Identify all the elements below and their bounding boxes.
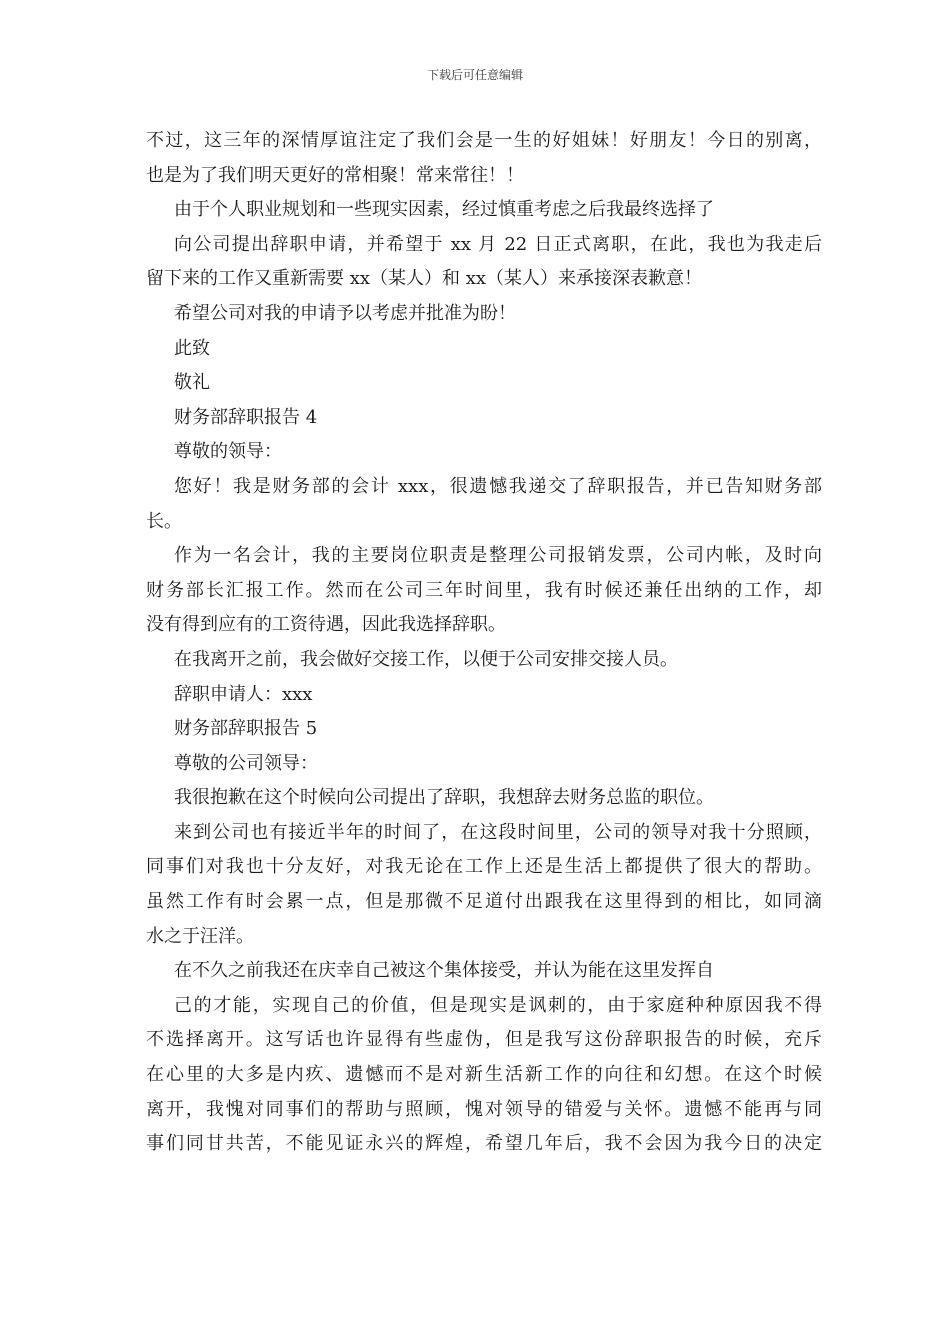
page-header: 下载后可任意编辑 (426, 68, 523, 82)
text-line: 在不久之前我还在庆幸自己被这个集体接受，并认为能在这里发挥自 (174, 960, 714, 982)
text-line: 同事们对我也十分友好，对我无论在工作上还是生活上都提供了很大的帮助。 (146, 856, 822, 878)
text-line: 来到公司也有接近半年的时间了，在这段时间里，公司的领导对我十分照顾， (174, 821, 822, 843)
text-line: 财务部辞职报告 5 (174, 718, 318, 740)
text-line: 己的才能，实现自己的价值，但是现实是讽刺的，由于家庭种种原因我不得 (174, 994, 822, 1016)
text-line: 辞职申请人：xxx (174, 683, 313, 705)
text-line: 财务部辞职报告 4 (174, 406, 318, 428)
text-line: 此致 (174, 337, 210, 359)
text-line: 事们同甘共苦，不能见证永兴的辉煌，希望几年后，我不会因为我今日的决定 (146, 1133, 822, 1155)
document-body (146, 124, 822, 1162)
text-line: 离开，我愧对同事们的帮助与照顾，愧对领导的错爱与关怀。遗憾不能再与同 (146, 1098, 822, 1120)
text-line: 向公司提出辞职申请，并希望于 xx 月 22 日正式离职，在此，我也为我走后 (174, 233, 822, 255)
text-line: 希望公司对我的申请予以考虑并批准为盼！ (174, 302, 516, 324)
text-line: 由于个人职业规划和一些现实因素，经过慎重考虑之后我最终选择了 (174, 199, 714, 221)
text-line: 在我离开之前，我会做好交接工作，以便于公司安排交接人员。 (174, 648, 678, 670)
text-line: 尊敬的公司领导： (174, 752, 318, 774)
text-line: 留下来的工作又重新需要 xx（某人）和 xx（某人）来承接深表歉意！ (146, 268, 703, 290)
text-line: 在心里的大多是内疚、遗憾而不是对新生活新工作的向往和幻想。在这个时候 (146, 1064, 822, 1086)
text-line: 没有得到应有的工资待遇，因此我选择辞职。 (146, 614, 506, 636)
text-line: 不过，这三年的深情厚谊注定了我们会是一生的好姐妹！好朋友！今日的别离， (146, 130, 822, 151)
text-line: 也是为了我们明天更好的常相聚！常来常往！！ (146, 164, 524, 186)
text-line: 财务部长汇报工作。然而在公司三年时间里，我有时候还兼任出纳的工作，却 (146, 579, 822, 601)
text-line: 虽然工作有时会累一点，但是那微不足道付出跟我在这里得到的相比，如同滴 (146, 891, 822, 913)
text-line: 作为一名会计，我的主要岗位职责是整理公司报销发票，公司内帐，及时向 (174, 545, 822, 567)
text-line: 长。 (146, 510, 182, 532)
text-line: 我很抱歉在这个时候向公司提出了辞职，我想辞去财务总监的职位。 (174, 787, 714, 809)
text-line: 您好！我是财务部的会计 xxx，很遗憾我递交了辞职报告，并已告知财务部 (174, 475, 822, 497)
text-line: 敬礼 (174, 372, 210, 394)
text-line: 水之于汪洋。 (146, 925, 254, 947)
text-line: 尊敬的领导： (174, 441, 282, 463)
text-line: 不选择离开。这写话也许显得有些虚伪，但是我写这份辞职报告的时候，充斥 (146, 1029, 822, 1051)
